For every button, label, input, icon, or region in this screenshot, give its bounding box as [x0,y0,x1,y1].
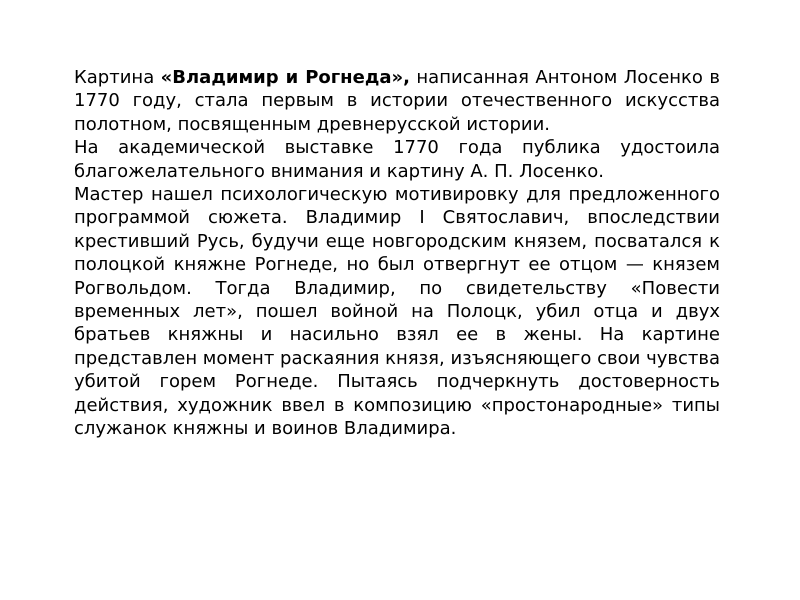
text-body [74,66,720,441]
paragraph-2: На академической выставке 1770 года публика удостоила благожелательного внимания и картину А. П. Лосенко. [74,137,720,182]
paragraph-1 [74,66,720,136]
painting-title: «Владимир и Рогнеда», [160,67,410,88]
paragraph-1-prefix: Картина [74,67,161,88]
paragraph-3: Мастер нашел психологическую мотивировку для предложенного программой сюжета. Владимир I Святославич, впоследствии крестивший Русь, будучи еще новгородским князем, посватался к полоцкой княжне Рогнеде, но был отвергнут ее отцом — князем Рогвольдом. Тогда Владимир, по свидетельству «Повести временных лет», пошел войной на Полоцк, убил отца и двух братьев княжны и насильно взял ее в жены. На картине представлен момент раскаяния князя, изъясняющего свои чувства убитой горем Рогнеде. Пытаясь подчеркнуть достоверность действия, художник ввел в композицию «простонародные» типы служанок княжны и воинов Владимира. [74,184,720,440]
paragraph-1-suffix: написанная Антоном Лосенко в 1770 году, стала первым в истории отечественного искусства полотном, посвященным древнерусской истории. [74,67,720,135]
